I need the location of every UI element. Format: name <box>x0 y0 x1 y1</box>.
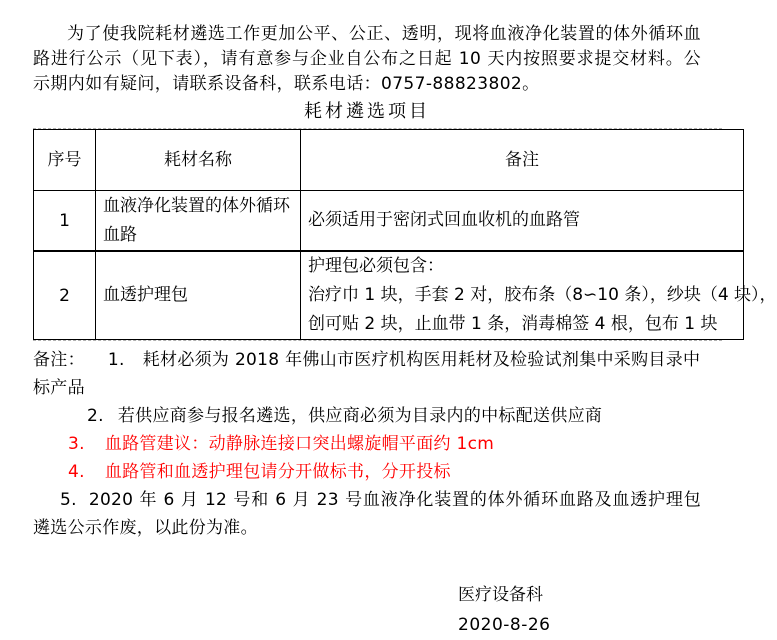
note-text: 耗材必须为 2018 年佛山市医疗机构医用耗材及检验试剂集中采购目录中标产品 <box>33 350 701 398</box>
note-text: 血路管和血透护理包请分开做标书，分开投标 <box>104 462 451 482</box>
table-row <box>34 191 744 252</box>
note-item-2 <box>33 402 701 430</box>
signature-date: 2020-8-26 <box>458 615 551 635</box>
note-text: 若供应商参与报名遴选，供应商必须为目录内的中标配送供应商 <box>117 406 603 426</box>
col-header-item-name: 耗材名称 <box>96 130 301 191</box>
signature-block <box>458 580 701 640</box>
notes-label: 备注： <box>33 350 85 370</box>
row1-item-name: 血液净化装置的体外循环血路 <box>96 191 301 252</box>
note-text: 血路管建议：动静脉连接口突出螺旋帽平面约 1cm <box>104 434 495 454</box>
note-item-3-highlighted <box>33 430 701 458</box>
note-number: 4. <box>68 462 85 482</box>
row2-serial: 2 <box>34 251 96 340</box>
note-text: 2020 年 6 月 12 号和 6 月 23 号血液净化装置的体外循环血路及血透护理包遴选公示作废，以此份为准。 <box>33 490 701 538</box>
notes-section <box>33 346 701 542</box>
row2-remark-line: 护理包必须包含： <box>308 256 444 276</box>
row1-serial: 1 <box>34 191 96 252</box>
col-header-serial: 序号 <box>34 130 96 191</box>
row1-remark-line: 必须适用于密闭式回血收机的血路管 <box>308 210 580 230</box>
note-number: 1. <box>107 350 125 370</box>
note-number: 3. <box>68 434 85 454</box>
table-row <box>34 251 744 340</box>
row2-remark <box>301 251 777 340</box>
note-item-4-highlighted <box>33 458 701 486</box>
procurement-table <box>33 129 777 340</box>
intro-paragraph: 为了使我院耗材遴选工作更加公平、公正、透明，现将血液净化装置的体外循环血路进行公示（见下表），请有意参与企业自公布之日起 10 天内按照要求提交材料。公示期内如有疑问，请联系设备科，联系电话：0757-88823802。 <box>33 24 701 94</box>
note-number: 5. <box>60 490 77 510</box>
row2-item-name: 血透护理包 <box>96 251 301 340</box>
row2-remark-line: 治疗巾 1 块，手套 2 对，胶布条（8∽10 条），纱块（4 块）， <box>308 285 777 305</box>
table-container <box>33 128 777 341</box>
note-item-5 <box>33 486 701 542</box>
note-item-1 <box>33 346 701 402</box>
signature-department: 医疗设备科 <box>458 585 543 605</box>
row2-remark-line: 创可贴 2 块，止血带 1 条，消毒棉签 4 根，包布 1 块 <box>308 314 718 334</box>
table-header-row <box>34 130 744 191</box>
row1-remark <box>301 191 744 252</box>
note-number: 2. <box>87 406 104 426</box>
table-title: 耗材遴选项目 <box>304 101 430 122</box>
col-header-remark: 备注 <box>301 130 744 191</box>
